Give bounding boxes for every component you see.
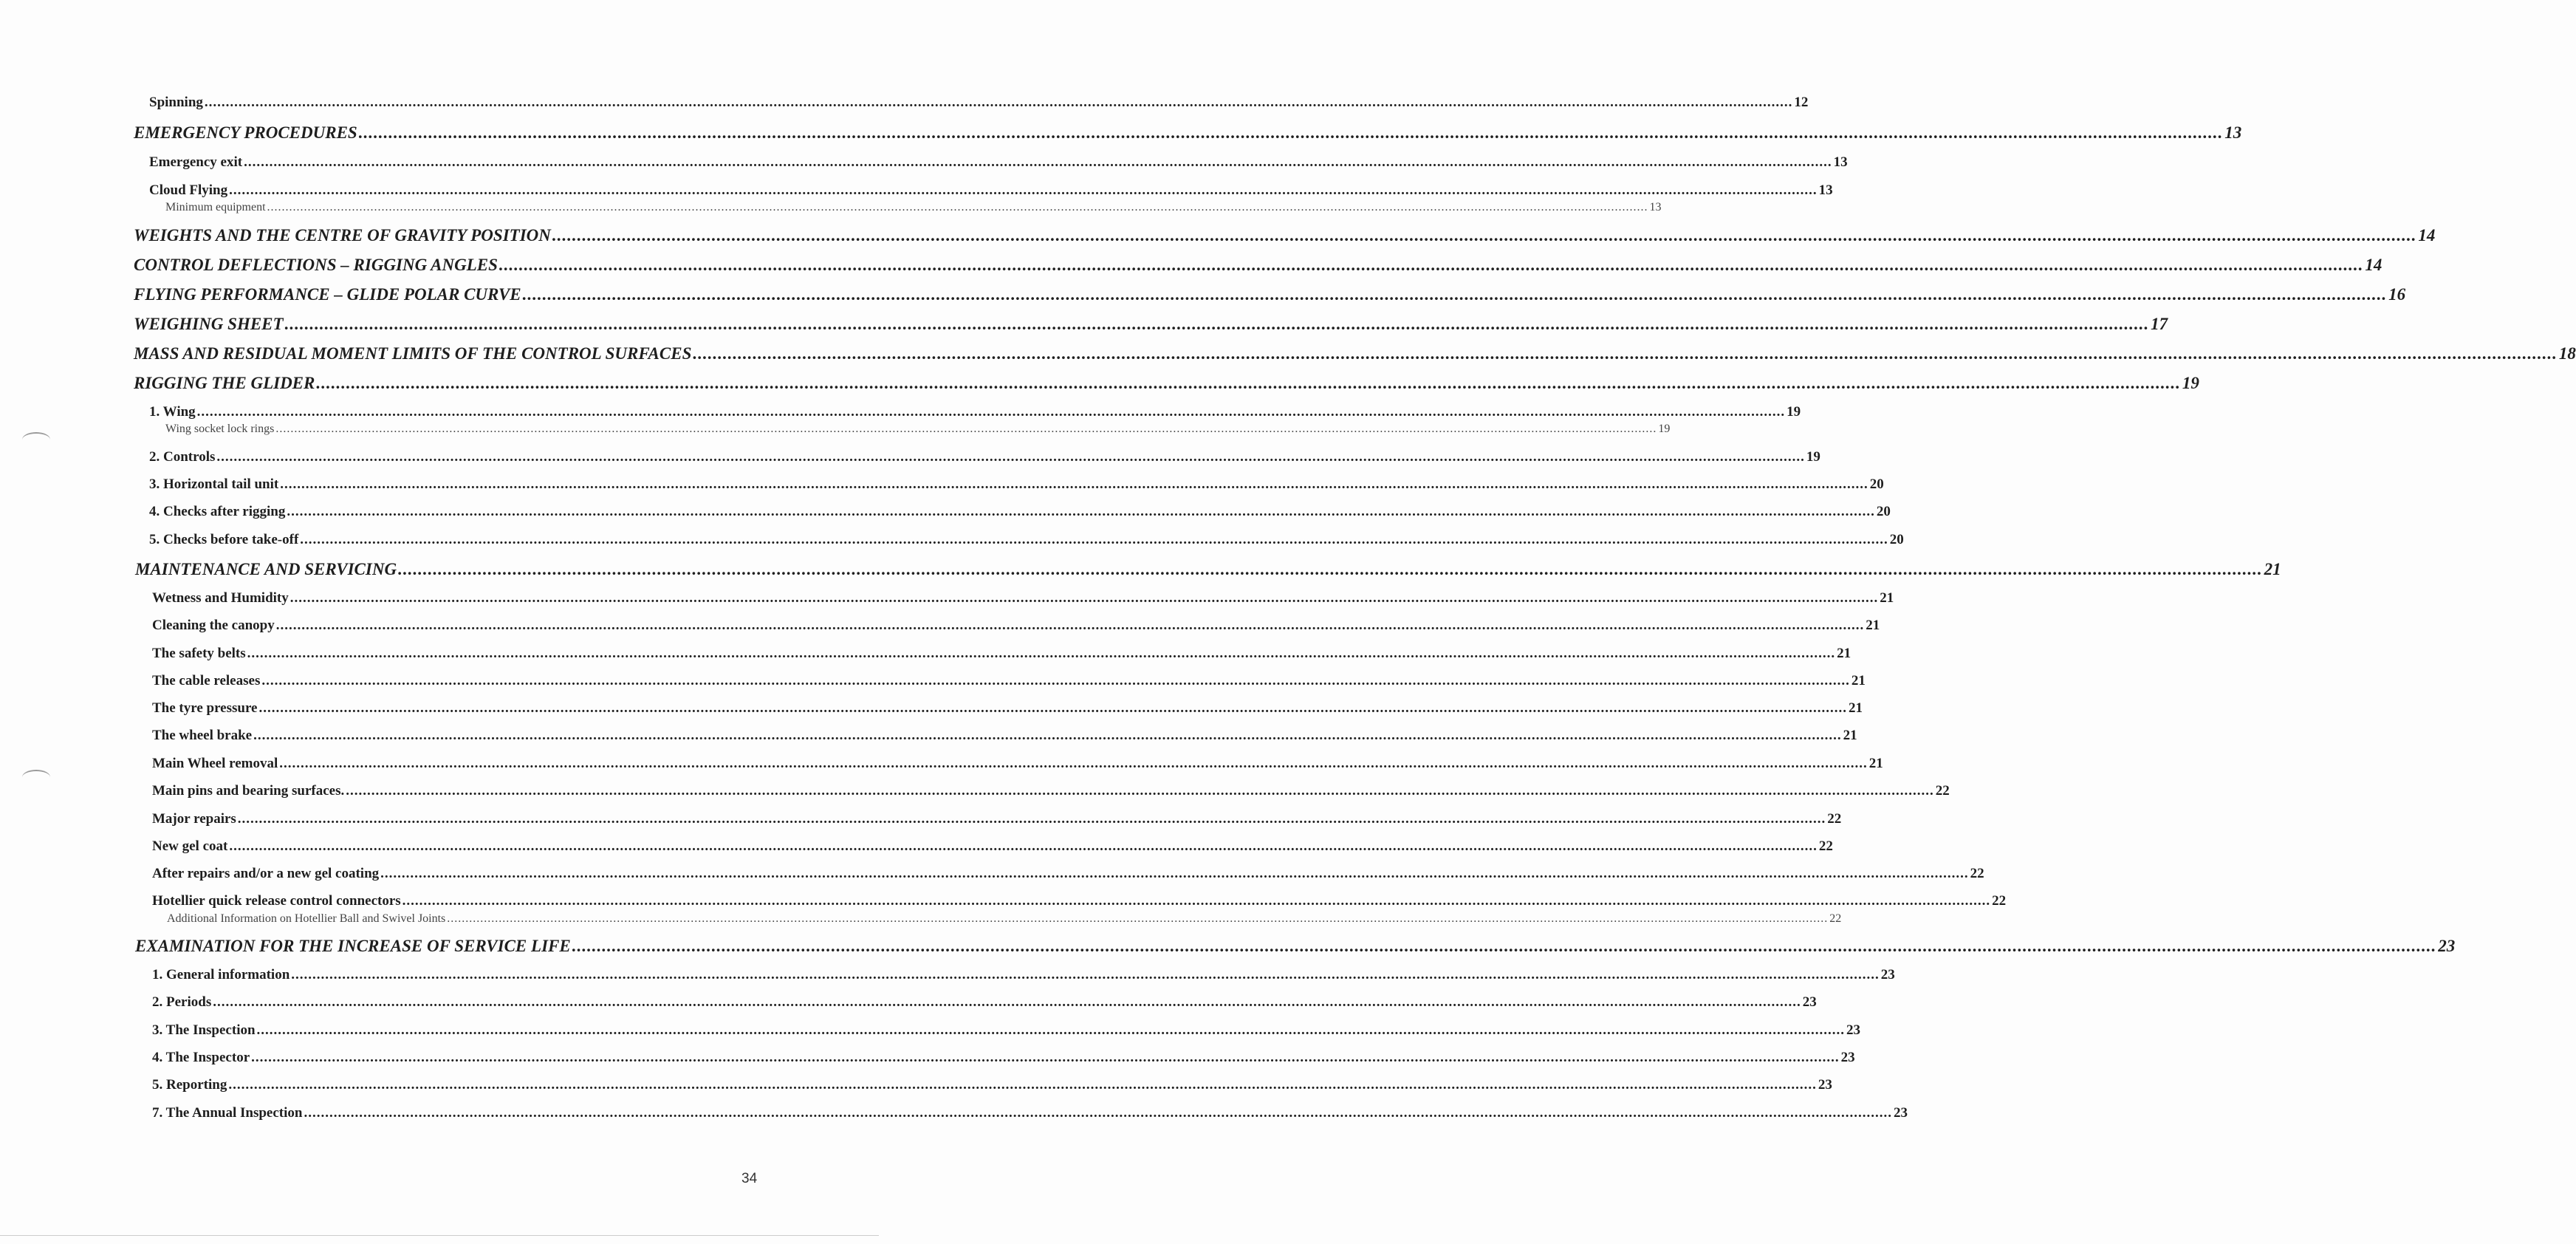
toc-entry-label: 3. The Inspection bbox=[152, 1022, 256, 1038]
toc-entry[interactable] bbox=[152, 1050, 1855, 1066]
toc-entry-page: 22 bbox=[1992, 893, 2007, 909]
toc-entry[interactable] bbox=[152, 811, 1842, 827]
toc-leader: ...................................................................................................................................................................................................................................................................................................................................................................................... bbox=[402, 893, 1991, 909]
toc-entry-page: 21 bbox=[1849, 700, 1863, 716]
toc-entry[interactable] bbox=[165, 423, 1671, 436]
toc-entry-label: Cleaning the canopy bbox=[152, 618, 275, 633]
toc-entry-page: 20 bbox=[1876, 504, 1891, 519]
toc-leader: ...................................................................................................................................................................................................................................................................................................................................................................................... bbox=[237, 811, 1826, 827]
toc-entry-label: 2. Periods bbox=[152, 994, 212, 1010]
toc-entry-page: 22 bbox=[1935, 783, 1950, 799]
toc-entry-page: 21 bbox=[1851, 673, 1866, 688]
toc-entry-page: 13 bbox=[1833, 154, 1848, 170]
toc-entry-page: 20 bbox=[1869, 476, 1884, 492]
toc-entry-page: 22 bbox=[1818, 838, 1833, 854]
toc-entry-page: 22 bbox=[1827, 811, 1842, 827]
toc-entry[interactable] bbox=[152, 590, 1894, 606]
toc-leader: ...................................................................................................................................................................................................................................................................................................................................................................................... bbox=[358, 123, 2224, 142]
toc-entry-page: 19 bbox=[2182, 374, 2199, 392]
page-number: 34 bbox=[741, 1171, 758, 1186]
toc-entry[interactable] bbox=[134, 374, 2199, 393]
toc-leader: ...................................................................................................................................................................................................................................................................................................................................................................................... bbox=[572, 937, 2437, 955]
toc-entry[interactable] bbox=[152, 756, 1883, 772]
toc-entry-label: Spinning bbox=[149, 95, 203, 110]
toc-leader: ...................................................................................................................................................................................................................................................................................................................................................................................... bbox=[256, 1022, 1846, 1038]
toc-entry-label: FLYING PERFORMANCE – GLIDE POLAR CURVE bbox=[134, 285, 521, 304]
toc-entry-label: WEIGHING SHEET bbox=[134, 315, 284, 333]
toc-entry-page: 21 bbox=[2264, 560, 2281, 578]
toc-entry-label: The safety belts bbox=[152, 646, 246, 661]
toc-entry[interactable] bbox=[152, 893, 2007, 909]
toc-leader: ...................................................................................................................................................................................................................................................................................................................................................................................... bbox=[284, 315, 2150, 333]
toc-entry-page: 21 bbox=[1868, 756, 1883, 771]
toc-entry[interactable] bbox=[135, 937, 2456, 956]
toc-entry-label: 3. Horizontal tail unit bbox=[149, 476, 279, 492]
toc-entry-page: 20 bbox=[1889, 532, 1904, 547]
toc-entry-page: 23 bbox=[1880, 967, 1895, 982]
toc-leader: ...................................................................................................................................................................................................................................................................................................................................................................................... bbox=[304, 1105, 1892, 1121]
toc-entry[interactable] bbox=[134, 123, 2242, 143]
toc-entry-page: 22 bbox=[1970, 866, 1984, 881]
toc-entry-label: The cable releases bbox=[152, 673, 261, 688]
toc-entry[interactable] bbox=[152, 673, 1866, 689]
toc-leader: ...................................................................................................................................................................................................................................................................................................................................................................................... bbox=[228, 1077, 1817, 1093]
toc-leader: ...................................................................................................................................................................................................................................................................................................................................................................................... bbox=[279, 756, 1868, 771]
toc-entry-label: EXAMINATION FOR THE INCREASE OF SERVICE LIFE bbox=[135, 937, 571, 955]
toc-entry-page: 13 bbox=[1818, 182, 1833, 198]
punch-hole-mark bbox=[22, 770, 50, 785]
toc-entry-label: Major repairs bbox=[152, 811, 236, 827]
toc-entry[interactable] bbox=[152, 646, 1852, 662]
toc-entry-label: CONTROL DEFLECTIONS – RIGGING ANGLES bbox=[134, 256, 498, 274]
toc-entry-label: EMERGENCY PROCEDURES bbox=[134, 123, 357, 142]
toc-entry[interactable] bbox=[149, 404, 1801, 420]
toc-leader: ...................................................................................................................................................................................................................................................................................................................................................................................... bbox=[204, 95, 1793, 110]
toc-entry-label: Additional Information on Hotellier Ball and Swivel Joints bbox=[167, 912, 446, 925]
toc-entry-label: 1. General information bbox=[152, 967, 290, 982]
toc-entry-page: 14 bbox=[2365, 256, 2383, 274]
toc-entry-page: 23 bbox=[2438, 937, 2456, 955]
toc-entry-label: Emergency exit bbox=[149, 154, 243, 170]
toc-entry-page: 19 bbox=[1806, 449, 1820, 465]
toc-leader: ...................................................................................................................................................................................................................................................................................................................................................................................... bbox=[258, 700, 1847, 716]
toc-entry-page: 18 bbox=[2558, 344, 2576, 363]
toc-entry-label: 4. The Inspector bbox=[152, 1050, 250, 1065]
toc-entry[interactable] bbox=[152, 967, 1895, 983]
toc-entry-page: 21 bbox=[1866, 618, 1880, 633]
toc-leader: ...................................................................................................................................................................................................................................................................................................................................................................................... bbox=[275, 423, 1657, 435]
toc-leader: ...................................................................................................................................................................................................................................................................................................................................................................................... bbox=[213, 994, 1801, 1010]
toc-leader: ...................................................................................................................................................................................................................................................................................................................................................................................... bbox=[346, 783, 1934, 799]
toc-entry-label: 5. Reporting bbox=[152, 1077, 227, 1093]
toc-entry-label: Main pins and bearing surfaces. bbox=[152, 783, 345, 799]
toc-entry[interactable] bbox=[134, 256, 2383, 275]
toc-leader: ...................................................................................................................................................................................................................................................................................................................................................................................... bbox=[196, 404, 1786, 420]
toc-entry[interactable] bbox=[152, 994, 1817, 1011]
toc-entry[interactable] bbox=[152, 783, 1950, 799]
toc-entry-page: 21 bbox=[1837, 646, 1852, 661]
toc-entry[interactable] bbox=[149, 449, 1820, 465]
toc-entry[interactable] bbox=[134, 315, 2168, 334]
toc-leader: ...................................................................................................................................................................................................................................................................................................................................................................................... bbox=[380, 866, 1969, 881]
toc-entry-label: New gel coat bbox=[152, 838, 228, 854]
toc-entry[interactable] bbox=[152, 728, 1857, 744]
toc-entry-page: 23 bbox=[1893, 1105, 1908, 1121]
toc-entry-page: 23 bbox=[1840, 1050, 1855, 1065]
toc-leader: ...................................................................................................................................................................................................................................................................................................................................................................................... bbox=[300, 532, 1888, 547]
toc-entry[interactable] bbox=[149, 95, 1809, 111]
toc-entry-page: 23 bbox=[1846, 1022, 1861, 1038]
toc-entry[interactable] bbox=[152, 1105, 1908, 1121]
toc-entry-page: 13 bbox=[1649, 201, 1662, 213]
toc-entry[interactable] bbox=[134, 344, 2576, 363]
toc-leader: ...................................................................................................................................................................................................................................................................................................................................................................................... bbox=[499, 256, 2364, 274]
toc-leader: ...................................................................................................................................................................................................................................................................................................................................................................................... bbox=[216, 449, 1805, 465]
toc-entry-label: 7. The Annual Inspection bbox=[152, 1105, 303, 1121]
toc-entry-page: 16 bbox=[2388, 285, 2406, 304]
toc-entry-page: 23 bbox=[1818, 1077, 1832, 1093]
punch-hole-mark bbox=[22, 432, 50, 447]
toc-entry-page: 17 bbox=[2151, 315, 2168, 333]
toc-leader: ...................................................................................................................................................................................................................................................................................................................................................................................... bbox=[291, 967, 1880, 982]
toc-entry-page: 21 bbox=[1880, 590, 1894, 606]
toc-leader: ...................................................................................................................................................................................................................................................................................................................................................................................... bbox=[552, 226, 2417, 245]
toc-entry[interactable] bbox=[152, 1077, 1832, 1093]
toc-leader: ...................................................................................................................................................................................................................................................................................................................................................................................... bbox=[275, 618, 1865, 633]
toc-entry[interactable] bbox=[135, 560, 2281, 579]
toc-entry-page: 14 bbox=[2418, 226, 2436, 245]
toc-entry-page: 19 bbox=[1658, 423, 1671, 435]
toc-entry[interactable] bbox=[149, 182, 1833, 199]
toc-entry-label: Cloud Flying bbox=[149, 182, 228, 198]
toc-leader: ...................................................................................................................................................................................................................................................................................................................................................................................... bbox=[316, 374, 2181, 392]
toc-entry-label: WEIGHTS AND THE CENTRE OF GRAVITY POSITION bbox=[134, 226, 551, 245]
toc-entry-label: Wetness and Humidity bbox=[152, 590, 289, 606]
toc-entry-label: MASS AND RESIDUAL MOMENT LIMITS OF THE CONTROL SURFACES bbox=[134, 344, 692, 363]
toc-leader: ...................................................................................................................................................................................................................................................................................................................................................................................... bbox=[267, 201, 1648, 213]
toc-entry-page: 22 bbox=[1829, 912, 1842, 925]
toc-entry-label: Wing socket lock rings bbox=[165, 423, 275, 435]
toc-leader: ...................................................................................................................................................................................................................................................................................................................................................................................... bbox=[398, 560, 2263, 578]
toc-entry[interactable] bbox=[134, 285, 2406, 304]
toc-leader: ...................................................................................................................................................................................................................................................................................................................................................................................... bbox=[290, 590, 1879, 606]
toc-entry-page: 13 bbox=[2224, 123, 2242, 142]
toc-entry[interactable] bbox=[149, 154, 1848, 171]
toc-entry-page: 19 bbox=[1787, 404, 1801, 420]
toc-entry-label: RIGGING THE GLIDER bbox=[134, 374, 315, 392]
toc-entry[interactable] bbox=[152, 618, 1880, 634]
toc-entry-label: Minimum equipment bbox=[165, 201, 266, 213]
toc-entry-label: MAINTENANCE AND SERVICING bbox=[135, 560, 397, 578]
toc-entry-label: Hotellier quick release control connectors bbox=[152, 893, 401, 909]
toc-leader: ...................................................................................................................................................................................................................................................................................................................................................................................... bbox=[244, 154, 1832, 170]
toc-entry-page: 12 bbox=[1794, 95, 1809, 110]
toc-entry-label: Main Wheel removal bbox=[152, 756, 278, 771]
toc-entry-label: The tyre pressure bbox=[152, 700, 258, 716]
toc-entry[interactable] bbox=[152, 838, 1833, 855]
toc-entry-label: The wheel brake bbox=[152, 728, 253, 743]
toc-entry[interactable] bbox=[152, 1022, 1861, 1039]
toc-entry[interactable] bbox=[152, 866, 1984, 882]
toc-leader: ...................................................................................................................................................................................................................................................................................................................................................................................... bbox=[447, 912, 1829, 925]
toc-entry[interactable] bbox=[134, 226, 2436, 245]
toc-entry-label: 4. Checks after rigging bbox=[149, 504, 286, 519]
toc-entry-label: 5. Checks before take-off bbox=[149, 532, 299, 547]
toc-leader: ...................................................................................................................................................................................................................................................................................................................................................................................... bbox=[522, 285, 2388, 304]
toc-entry[interactable] bbox=[149, 504, 1891, 520]
toc-leader: ...................................................................................................................................................................................................................................................................................................................................................................................... bbox=[229, 838, 1818, 854]
toc-leader: ...................................................................................................................................................................................................................................................................................................................................................................................... bbox=[693, 344, 2558, 363]
toc-leader: ...................................................................................................................................................................................................................................................................................................................................................................................... bbox=[253, 728, 1842, 743]
toc-leader: ...................................................................................................................................................................................................................................................................................................................................................................................... bbox=[261, 673, 1850, 688]
toc-entry-label: After repairs and/or a new gel coating bbox=[152, 866, 380, 881]
toc-leader: ...................................................................................................................................................................................................................................................................................................................................................................................... bbox=[287, 504, 1875, 519]
toc-leader: ...................................................................................................................................................................................................................................................................................................................................................................................... bbox=[247, 646, 1836, 661]
toc-entry-page: 23 bbox=[1802, 994, 1817, 1010]
toc-entry-label: 1. Wing bbox=[149, 404, 196, 420]
toc-entry[interactable] bbox=[165, 201, 1662, 214]
toc-leader: ...................................................................................................................................................................................................................................................................................................................................................................................... bbox=[229, 182, 1818, 198]
toc-entry[interactable] bbox=[149, 532, 1904, 548]
toc-leader: ...................................................................................................................................................................................................................................................................................................................................................................................... bbox=[280, 476, 1868, 492]
page-edge-line bbox=[0, 1235, 879, 1236]
toc-entry-label: 2. Controls bbox=[149, 449, 216, 465]
toc-entry-page: 21 bbox=[1843, 728, 1857, 743]
toc-leader: ...................................................................................................................................................................................................................................................................................................................................................................................... bbox=[251, 1050, 1840, 1065]
toc-entry[interactable] bbox=[149, 476, 1884, 493]
toc-entry[interactable] bbox=[152, 700, 1863, 717]
toc-entry[interactable] bbox=[167, 912, 1842, 926]
